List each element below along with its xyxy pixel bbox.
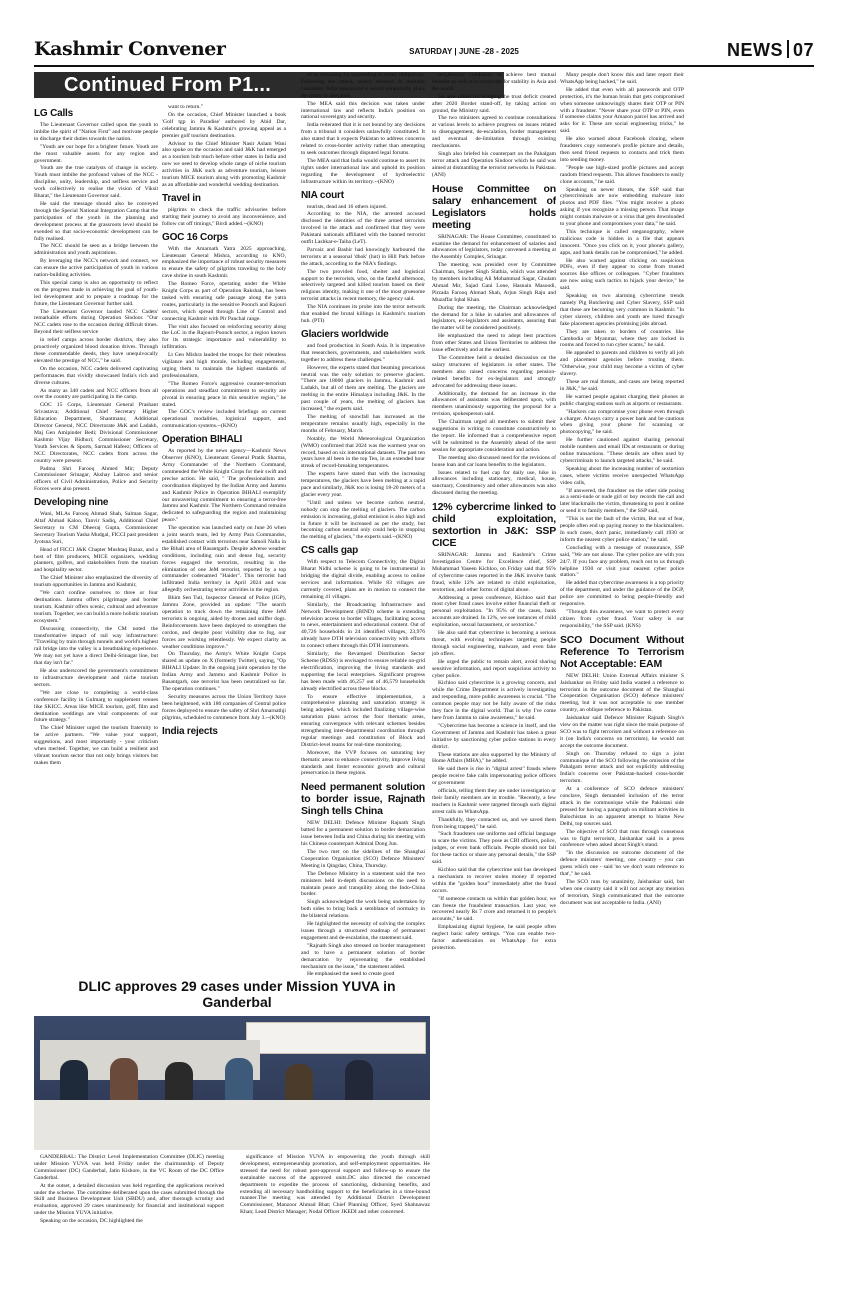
paragraph: "Cybercrime has become a science in itself, and the Government of Jammu and Kashmir has taken a great initiative by sanctioning cyber police stations in every district. [432, 722, 556, 750]
paragraph: Similarly, the Broadcasting Infrastructure and Network Development (BIND) scheme is extending television access to border villages, facilitating access to news, entertainment and educational content. Out of 40,726 households in 24 identified villages, 23,976 already have DTH television connectivity with efforts to connect others through this DTH instruments. [301, 601, 425, 650]
paragraph: These are real threats, and cases are being reported in J&K," he said. [560, 378, 684, 392]
paragraph: The meeting was presided over by Committee Chairman, Surjeet Singh Slathia, which was attended by members including Ali Mohammad Sagar, Ghulam Ahmad Mir, Sajad Gani Lone, Hasnain Masoodi, Pirzada Farooq Ahmad Shah, Arjun Singh Raju and Muzaffar Iqbal Khan. [432, 262, 556, 303]
masthead-rule [34, 65, 814, 67]
paragraph: SRINAGAR: Jammu and Kashmir's Crime Investigation Centre for Excellence chief, SSP Muhammad Yaseen Kichloo, on Friday said that 95% of cybercrime cases reported in the J&K involve bank fraud, while 12% are related to child exploitation, sextortion, and other forms of digital abuse. [432, 552, 556, 593]
paragraph: "The Romeo Force's aggressive counter-terrorism operations and steadfast commitment to security are pivotal in ensuring peace in this sensitive region," he stated. [162, 380, 286, 408]
paragraph: of its reasoning for suspending its treaty obligations. Following the attack, which resulted in multiple casualties, India announced it would temporarily place the treaty in abeyance. [301, 72, 425, 99]
paragraph: The MEA said this decision was taken under international law and reflects India's position on national sovereignty and security. [301, 100, 425, 121]
paragraph: SRINAGAR: The House Committee, constituted to examine the demand for enhancement of salaries and allowances of legislators, today convened a meeting at the Assembly Complex, Srinagar. [432, 233, 556, 261]
paragraph: Emphasizing digital hygiene, he said people often neglect basic safety settings. "You can enable two-factor authentication on WhatsApp for extra protection. [432, 924, 556, 951]
section-label [727, 40, 814, 61]
page-number: 07 [792, 40, 814, 60]
column-4 [432, 72, 556, 1261]
paragraph: The NCC should be seen as a bridge between the administration and youth aspirations. [34, 243, 158, 257]
paragraph: He highlighted the necessity of solving the complex issues through a structured roadmap of permanent engagement and de-escalation, the statement said. [301, 921, 425, 941]
paragraph: However, the experts stated that beaming precarious neutral was the only solution to preserve glaciers. "There are 18000 glaciers in Jammu, Kashmir and Ladakh, but all of them are melting. The glaciers are melting in the entire Himalaya including J&K. In the past couple of years, the melting of glaciers has increased," the experts said. [301, 364, 425, 413]
paragraph: The Chief Minister urged the tourism fraternity to be active partners. "We value your support, suggestions, and most importantly - your criticism when merited. Together, we can build a resilient and vibrant tourism sector that not only brings visitors but makes them [34, 725, 158, 766]
paragraph: "In the discussion on outcome document of the defence ministers' meeting, one country - you can guess which one - said 'no we don't want reference to that'," he said. [560, 850, 684, 878]
photo-person [110, 1058, 138, 1104]
headline-india-rejects: India rejects [162, 725, 218, 737]
paragraph: The Committee held a detailed discussion on the salary structures of legislators in other states. The members also raised concerns regarding pension-related benefits for ex-legislators and strongly advocated for addressing these issues. [432, 355, 556, 389]
paragraph: Singh also briefed his counterpart on the Pahalgam terror attack and Operation Sindoor which he said was aimed at dismantling the terrorist networks in Pakistan. (ANI) [432, 150, 556, 178]
paragraph: At a conference of SCO defence ministers' conclave, Singh demanded inclusion of the terror attack in the communique while the Pakistani side pressed for having a paragraph on militant activities in Balochistan in an apparent attempt to blame New Delhi, top sources said. [560, 786, 684, 827]
paragraph: Youth are the true catalysts of change in society. Youth must imbibe the profound values of the NCC - discipline, unity, leadership, and selfless service and work collectively to realise the vision of Viksit Bharat," the Lieutenant Governor said. [34, 165, 158, 200]
headline-travel-in: Travel in [162, 192, 201, 204]
paragraph: This technique is called steganography, where malicious code is hidden in a file that appears innocent. "Once you click on it, your phone's gallery, apps, and bank details can be compromised," he added. [560, 228, 684, 256]
paragraph: The Lieutenant Governor called upon the youth to imbibe the spirit of "Nation First" and motivate people to discharge their duties towards the nation. [34, 122, 158, 142]
paragraph: They are taken to borders of countries like Cambodia or Myanmar, where they are locked in rooms and forced to run cyber scams," he said. [560, 328, 684, 349]
paragraph: On the occasion, NCC cadets delivered captivating performances that vividly showcased India's rich and diverse cultures. [34, 365, 158, 386]
paragraph: He said the message should also be conveyed through the Special National Integration Camp that the participation of the youth in the planning and development process at the grassroots level should be exended so that socio-economic development can be fully realised. [34, 200, 158, 242]
paragraph: The objective of SCO that runs through consensus was to fight terrorism, Jaishankar said in a press conference when asked about Singh's stand. [560, 828, 684, 849]
paragraph: Moreover, the VVP focuses on saturating key thematic areas to enhance connectivity, improve living standards and foster economic growth and cultural preservation in these regions. [301, 749, 425, 777]
paragraph: With the Amarnath Yatra 2025 approaching, Lieutenant General Mishra, according to KNO, emphasized the importance of robust security measures to ensure the safety of pilgrims traveling to the holy cave shrine in south Kashmir. [162, 245, 286, 280]
paragraph: He also underscored the government's commitment to infrastructure development and niche tourism sectors. [34, 668, 158, 688]
paragraph: Issues related to fuel cap for daily use, hike in allowances including stationary, medical, house, sanctuary, Constituency and other allowances was also discussed during the meeting. [432, 469, 556, 497]
paragraph: Additionally, the demand for an increase in the allowances of assistants was deliberated upon, with members unanimously supporting the proposal for a revision, spokesperson said. [432, 390, 556, 418]
paragraph: The visit also focused on reinforcing security along the LoC in the Rajouri-Poonch sector, a region known for its strategic importance and vulnerability to infiltration. [162, 323, 286, 351]
paragraph: "Until and unless we become carbon neutral, nobody can stop the melting of glaciers. The carbon emission is increasing, global emission is also high and in future it will be increased as per the study, but becoming carbon neutral only could help in stopping the melting of glaciers," the experts said.--(KNO) [301, 499, 425, 541]
paragraph: significance of Mission YUVA in empowering the youth through skill development, entrepreneurship promotion, and self-employment opportunities. He stressed the need for robust post-approval support and follow-up to ensure the sustainable success of the approved units.DC also directed the concerned departments to expedite the process of sanctioning, disbursing benefits, and extending all necessary handholding support to the beneficiaries in a time-bound manner.The meeting was attended by Additional District Development Commissioner, Manzoor Ahmad Bhat; Chief Planning Officer, Syed Shahnawaz Khan; Lead District Manager; Nodal Officer JKEDI and other concerned. [240, 1154, 430, 1216]
paragraph: He further cautioned against sharing personal mobile numbers and email IDs at restaurants or during online transactions. "These details are often used by cybercriminals to launch targeted attacks," he said. [560, 437, 684, 464]
column-1 [34, 104, 158, 962]
paragraph: tourists, dead and 16 others injured. [307, 203, 388, 210]
headline-cybercrime: 12% cybercrime linked to child exploitation, sextortion in J&K: SSP CICE [432, 501, 556, 550]
paragraph: "If someone contacts us within that golden hour, we can freeze the fraudulent transaction. Last year, we recovered nearly Rs 7 crore and returned it to people's accounts," he said. [432, 895, 556, 923]
headline-dlic: DLIC approves 29 cases under Mission YUVA in Ganderbal [78, 978, 396, 1010]
paragraph: The Chairman urged all members to submit their suggestions in writing to constitute constructively to the report. He informed that a comprehensive report will be submitted to the Assembly ahead of the next session for appropriate consideration and action. [432, 419, 556, 453]
paragraph: According to the NIA, the arrested accused disclosed the identities of the three armed terrorists involved in the attack and confirmed that they were Pakistani nationals affiliated with the banned terrorist outfit Lashkar-e-Taiba (LeT). [301, 211, 425, 246]
headline-operation-bihali: Operation BIHALI [162, 434, 243, 446]
paragraph: Head of FICCI J&K Chapter Mushtaq Bazaz, and a host of film producers, MICE organizers, wedding planners, golfers, and stakeholders from the tourism and hospitality sector. [34, 546, 158, 574]
paragraph: The GOC's review included briefings on current operational modalities, logistical support, and communication systems.--(KNO) [162, 409, 286, 430]
paragraph: Wani, MLAs Farooq Ahmad Shah, Salman Sagar, Altaf Ahmad Kaloo, Tanvir Sadiq, Additional Chief Secretary to CM Dheeraj Gupta, Commissioner Secretary Tourism Yasha Mudgal, FICCI past president Jyotsna Suri, [34, 511, 158, 545]
section-divider [787, 40, 789, 58]
paragraph: With respect to Telecom Connectivity, the Digital Bharat Nidhi scheme is going to be instrumental in bridging the digital divide, enabling access to online services and information. While 83 villages are currently covered, plans are in motion to connect the remaining 41 villages. [301, 559, 425, 600]
paragraph: He warned people against charging their phones at public charging stations such as airports or restaurants. [560, 393, 684, 407]
paragraph: As reported by the news agency—Kashmir News Observer (KNO), Lieutenant General Pratik Sharma, Army Commander of the Northern Command, commended the White Knight Corps for their swift and precise action. He said, " The professionalism and coordination displayed by the Indian Army and Jammu and Kashmir Police in Operation BIHALI exemplify our unwavering commitment to ensuring a terror-free Jammu and Kashmir. The Northern Command remains dedicated to safeguarding the region and maintaining peace." [162, 448, 286, 524]
paragraph: The operation was launched early on June 26 when a joint search team, led by Army Para Commandos, established contact with terrorists near Samoli Nalla in the Bihali area of Basantgarh. Despite adverse weather conditions, including rain and dense fog, security forces engaged the terrorists, resulting in the elimination of one JeM terrorist, reported by a top commander codenamed "Haider". This terrorist had infiltrated India territory in April 2024 and was allegedly orchestrating terror activities in the region. [162, 525, 286, 594]
dlic-column-2 [240, 1154, 430, 1217]
paragraph: "Hackers can compromise your phone even through a charger. Always carry a power bank and be cautious when giving your phone for scanning or photocopying," he said. [560, 408, 684, 436]
paragraph: Lt Gen Mishra lauded the troops for their relentless vigilance and high morale, including engagements, urging them to maintain the highest standards of professionalism, [162, 352, 286, 379]
paragraph: GANDERBAL: The District Level Implementation Committee (DLIC) meeting under Mission YUVA was held Friday under the chairmanship of Deputy Commissioner (DC) Ganderbal, Jatin Kishore, in the VC Room of the DC Office Ganderbal. [34, 1154, 224, 1181]
paragraph: "We are close to completing a world-class conference facility in Gulmarg to supplement venues like SKICC. Areas like MICE tourism, golf, film and destination weddings are vital components of our future strategy." [34, 689, 158, 724]
paragraph: These stations are also supported by the Ministry of Home Affairs (MHA)," he added. [432, 751, 556, 765]
paragraph: Speaking on two alarming cybercrime trends namely Pig Butchering and Cyber Slavery, SSP said that these are becoming very common in Kashmir. "In cyber slavery, children and youth are lured through fake placement agencies promising jobs abroad. [560, 293, 684, 327]
paragraph: The MEA said that India would continue to assert its rights under international law and uphold its position regarding the development of hydroelectric infrastructure within its territory.--(KNO) [301, 157, 425, 185]
paragraph: Notably, the World Meteorological Organization (WMO) confirmed that 2024 was the warmest year on record, based on six international datasets. The past ten years have all been in the top Ten, in an extended hour streak of record-breaking temperatures. [301, 435, 425, 470]
paragraph: Addressing a press conference, Kichloo said that most cyber fraud cases involve either financial theft or personal exploitation. "In 95% of the cases, bank accounts are drained. In 12%, we see instances of child exploitation, sexual harassment, or sextortion." [432, 594, 556, 629]
paragraph: Singh on Thursday refused to sign a joint communique of the SCO following the omission of the Pahalgam terror attack and not explicitly addressing India's concerns over Pakistan-backed cross-border terrorism. [560, 750, 684, 785]
paragraph: The Defence Ministry in a statement said the two ministers held in-depth discussions on the need to maintain peace and tranquility along the Indo-China border. [301, 870, 425, 898]
paragraph: Singh acknowledged the work being undertaken by both sides to bring back a semblance of normalcy in the bilateral relations. [301, 899, 425, 920]
paragraph: The melting of snowfall has increased as the temperature remains usually high, especially in the months of February, March. [301, 413, 425, 434]
paragraph: "People use high-sized profile pictures and accept random friend requests. This allows fraudsters to easily clone accounts," he said. [560, 164, 684, 185]
paragraph: He said there is rise in "digital arrest" frauds where people receive fake calls impersonating police officers or government [432, 766, 556, 787]
paragraph: He added that cybercrime awareness is a top priority of the department, and under the guidance of the DGP, police are committed to being people-friendly and responsive. [560, 580, 684, 608]
headline-rajnath-singh: Need permanent solution to border issue, Rajnath Singh tells China [301, 781, 425, 818]
masthead [34, 38, 814, 64]
paragraph: On Thursday, the Army's White Knight Corps shared an update on X (formerly Twitter), saying, "Op BIHALI Update: In the ongoing joint operation by the Indian Army and Jammu and Kashmir Police in Basantgarh, one terrorist has been neutralized so far. The operation continues." [162, 651, 286, 692]
paragraph: "This is not the fault of the victim, But out of fear, people often end up paying money to the blackmailers. In such cases, don't panic, immediately call 1930 or inform the nearest cyber police station," he said. [560, 516, 684, 543]
section-name: NEWS [726, 40, 783, 60]
headline-developing-nine: Developing nine [34, 497, 109, 509]
paragraph: To ensure effective implementation, a comprehensive planning and saturation strategy is being adopted, which included finalizing village-wise saturation plans across the four thematic areas, ensuring convergence with relevant schemes besides strengthening inter-departmental coordination through regular meetings and constitution of Block and District-level teams for real-time monitoring. [301, 693, 425, 748]
photo-backdrop-banner [246, 1022, 426, 1054]
paragraph: He urged the public to remain alert, avoid sharing sensitive information, and report suspicious activity to cyber police. [432, 658, 556, 679]
headline-house-committee: House Committee on salary enhancement of Legislators holds meeting [432, 182, 556, 231]
paragraph: This special camp is also an opportunity to reflect on the progress made in achieving the goal of youth-led development and to prepare a roadmap for the future, the Lieutenant Governor further said. [34, 279, 158, 307]
paragraph: want to return." [168, 104, 204, 110]
paragraph: pilgrims to check the traffic advisories before starting their journey to avoid any inconvenience, and follow cut off timings," Birdi added.--(KNO) [162, 206, 286, 227]
paragraph: NEW DELHI: Defence Minister Rajnath Singh batted for a permanent solution to border demarcation issue between India and China during his meeting with his Chinese counterpart Admiral Dong Jun. [301, 820, 425, 848]
paragraph: "We can't confine ourselves to three or four destinations. Jammu offers pilgrimage and border tourism. Kashmir offers scenic, cultural and adventure tourism. Together, we can build a more holistic tourism ecosystem." [34, 590, 158, 624]
paragraph: He also warned about Facebook cloning, where fraudsters copy someone's profile picture and details, then send friend requests to contacts and trick them into sending money. [560, 136, 684, 163]
paragraph: He emphasised the need to create good [307, 971, 395, 978]
paragraph: The two met on the sidelines of the Shanghai Cooperation Organisation (SCO) Defence Ministers' Meeting in Qingdao, China, Thursday. [301, 849, 425, 869]
paragraph: The meeting also discussed need for the revisions of house loan and car loans benefits to the legislators. [432, 454, 556, 468]
photo-person [225, 1058, 253, 1104]
paragraph: On the occasion, Chief Minister launched a book 'Golf tgp in Paradise' authored by Abid Dar, celebrating Jammu & Kashmir's growing appeal as a premier golf tourism destination. [162, 111, 286, 139]
headline-goc-16-corps: GOC 16 Corps [162, 231, 228, 243]
paragraph: Parvaiz and Bashir had knowingly harboured the terrorists at a seasonal 'dhok' (hut) in Hill Park before the attack, according to the NIA's findings. [301, 246, 425, 267]
paragraph: in relief camps across border districts, they also proactively organized blood donation drives. Through these commendable deeds, they have unequivocally elevated the prestige of NCC," he said. [34, 337, 158, 364]
headline-glaciers-worldwide: Glaciers worldwide [301, 328, 389, 340]
paragraph: Kichloo said that the cybercrime unit has developed a mechanism to recover stolen money if reported within the "golden hour" immediately after the fraud occurs. [432, 867, 556, 894]
headline-cs-calls-gap: CS calls gap [301, 545, 359, 557]
issue-date: SATURDAY | JUNE -28 - 2025 [409, 47, 519, 56]
newspaper-title: Kashmir Convener [34, 38, 226, 60]
paragraph: neighbourly conditions to achieve best mutual benefits as well as to cooperate for stability in Asia and the world. [432, 72, 556, 92]
column-2 [162, 104, 286, 962]
paragraph: The Lieutenant Governor lauded NCC Cadets' remarkable efforts during Operation Sindoor. "Our NCC cadets rose to the occasion during difficult times. Beyond their selfless service [34, 308, 158, 336]
paragraph: He also called for bridging the trust deficit created after 2020 Border stand-off, by taking action on ground, the Ministry said. [432, 93, 556, 114]
paragraph: officials, telling them they are under investigation or their family members are in trouble. "Recently, a few teachers in Kashmir were targeted through such digital arrest calls on WhatsApp. [432, 788, 556, 815]
paragraph: Kichloo said cybercrime is a growing concern, and while the Crime Department is actively investigating and responding, more public awareness is crucial. "The common people may not be fully aware of the risks they face in the digital world. That is why I've come here from Jammu to raise awareness," he said. [432, 680, 556, 721]
paragraph: The two ministers agreed to continue consultations at various levels to achieve progress on issues related to disengagement, de-escalation, border management and eventual de-limitation through existing mechanisms. [432, 115, 556, 150]
paragraph: The Chief Minister also emphasized the diversity of tourism opportunities in Jammu and Kashmir, [34, 575, 158, 589]
paragraph: The experts have stated that with the increasing temperatures, the glaciers have been melting at a rapid pace and similarly, J&K too is losing 18-20 meters of a glacier every year. [301, 471, 425, 498]
headline-sco-document: SCO Document Without Reference To Terrorism Not Acceptable: EAM [560, 633, 684, 670]
paragraph: Speaking on the occasion, DC highlighted the [40, 1218, 143, 1225]
paragraph: Bhim Sen Tuti, Inspector General of Police (IGP), Jammu Zone, provided an update: "The search operation to track down the remaining three JeM terrorists is ongoing, aided by drones and sniffer dogs. Reinforcements have been deployed to strengthen the cordon, and despite poor visibility due to fog, our forces are working relentlessly. We expect clarity as weather conditions improve." [162, 595, 286, 650]
paragraph: "Rajnath Singh also stressed on border management and to have a permanent solution of border demarcation by rejuvenating the established mechanism on the issue," the statement added. [301, 942, 425, 970]
paragraph: "Youth are our hope for a brighter future. Youth are the most valuable assets for any region and government. [34, 143, 158, 164]
paragraph: Advisor to the Chief Minister Nasir Aslam Wani also spoke on the occasion and said J&K had emerged as a tourism hub much before other states in India and now we need to develop whole range of niche tourism activities in J&K such as adventure tourism, leisure tourism MICE tourism along with promoting Kashmir as an affordable and wonderful wedding destination. [162, 140, 286, 188]
paragraph: Many people don't know this and later report their WhatsApp being hacked," he said. [560, 72, 684, 85]
headline-lg-calls: LG Calls [34, 108, 73, 119]
paragraph: He added that even with all passwords and OTP protection, it's the human brain that gets compromised when someone unknowingly shares their OTP or PIN with a fraudster. "Never share your OTP or PIN, even if someone claims your Amazon parcel has arrived and asks for it. These are social engineering tricks," he said. [560, 86, 684, 135]
paragraph: By leveraging the NCC's network and connect, we can ensure the active participation of youth in various nation-building activities. [34, 258, 158, 279]
paragraph: As many as 340 cadets and NCC officers from all over the country are participating in the camp. [34, 387, 158, 401]
dlic-column-1 [34, 1154, 224, 1226]
paragraph: and food production in South Asia. It is imperative that researchers, governments, and stakeholders work together to address these challenges." [301, 342, 425, 363]
paragraph: "If answered, the fraudster on the other side posing as a semi-nude or nude girl or boy records the call and later blackmails the victim, threatening to post it online or send it to family members," the SSP said, [560, 487, 684, 515]
paragraph: GOC 15 Corps, Lieutenant General Prashant Srivastava; Additional Chief Secretary Higher Education Department, Shantmanu; Additional Director General, NCC Directorate J&K and Ladakh, Maj Gen Amipinder Bedi; Divisional Commissioner Kashmir Vijay Bidhuri; Commissioner Secretary, Youth Services & Sports, Sarmad Hafeez; Officers of NCC Directorates, NCC cadets from across the country were present. [34, 402, 158, 464]
paragraph: NEW DELHI: Union External Affairs minister S Jaishankar on Friday said India wanted a reference to terrorism in the outcome document of the Shanghai Cooperation Organisation (SCO) defence ministers' meeting, but it was not acceptable to one member country, an oblique reference to Pakistan. [560, 672, 684, 714]
paragraph: Thankfully, they contacted us, and we saved them from being trapped," he said. [432, 816, 556, 830]
photo-conference-table [34, 1100, 430, 1150]
headline-nia-court: NIA court [301, 189, 344, 201]
paragraph: He appealed to parents and children to verify all job and placement agencies before trusting them. "Otherwise, your child may become a victim of cyber slavery. [560, 350, 684, 378]
paragraph: The two provided food, shelter and logistical support to the terrorists, who, on the fateful afternoon, selectively targeted and killed tourists based on their religious identity, making it one of the most gruesome terrorist attacks in recent memory, the agency said. [301, 268, 425, 303]
paragraph: India reiterated that it is not bound by any decisions from a tribunal it considers unlawfully constituted. It also stated that it expects Pakistan to address concerns related to cross-border activity rather than attempting to seek outcomes through disputed legal forums. [301, 122, 425, 156]
paragraph: He also warned against clicking on suspicious PDFs, even if they appear to come from trusted sources like offices or colleagues. "Cyber fraudsters are now using such tactics to hijack your device," he said. [560, 257, 684, 292]
paragraph: Jaishankar said Defence Minister Rajnath Singh's view on the matter was right since the main purpose of SCO was to fight terrorism and without a reference on it (on India's concerns on terrorism), he would not accept the outcome document. [560, 715, 684, 749]
paragraph: Discussing connectivity, the CM noted the transformative impact of rail way infrastructure: "Traveling by train through tunnels and world's highest rail bridge into the valley is a breathtaking experience. We may not yet have a direct Delhi-Srinagar line, but that day isn't far." [34, 625, 158, 667]
paragraph: The NIA continues its probe into the terror network that enabled the brutal killings in Kashmir's tourism hub. (PTI) [301, 304, 425, 324]
paragraph: Similarly, the Revamped Distribution Sector Scheme (RDSS) is envisaged to ensure reliable on-grid electrification, improving the living standards and supporting the local enterprises. Significant progress has been made with 46,257 out of 46,579 households already electrified across these blocks. [301, 651, 425, 692]
continued-banner: Continued From P1... [34, 72, 504, 98]
paragraph: He also said that cybercrime is becoming a serious threat, with evolving techniques targeting people through social engineering, malware, and even fake job offers. [432, 630, 556, 657]
paragraph: He emphasized the need to adopt best practices from other States and Union Territories to address the issue effectively and at the earliest. [432, 333, 556, 354]
paragraph: The SCO runs by unanimity, Jaishankar said, but when one country said it will not accept any mention of terrorism, Singh communicated that the outcome document was not acceptable to India. (ANI) [560, 878, 684, 906]
paragraph: Concluding with a message of reassurance, SSP said, "We are not alone. The cyber police are with you 24/7. If you face any problem, reach out to us through helpline 1930 or visit your nearest cyber police station." [560, 544, 684, 579]
paragraph: Speaking about the increasing number of sextortion cases, where victims receive unexpected WhatsApp video calls, [560, 465, 684, 486]
paragraph: "Through this awareness, we want to protect every citizen from cyber fraud. Your safety is our responsibility," the SSP said. (KNS) [560, 608, 684, 629]
paragraph: Security measures across the Union Territory have been heightened, with 180 companies of Central police forces deployed to ensure the safety of Shri Amarnathji pilgrims, scheduled to commence from July 3.--(KNO) [162, 693, 286, 721]
paragraph: Padma Shri Farooq Ahmed Mir; Deputy Commissioner Srinagar, Akshay Labroo and senior officers of Civil Administration, Police and Security Forces were also present. [34, 465, 158, 493]
column-5 [560, 72, 684, 1261]
paragraph: At the outset, a detailed discussion was held regarding the applications received under the scheme. The committee deliberated upon the cases submitted through the Skill and Business Development Unit (SBDU) and, after thorough scrutiny and evaluation, approved 29 cases unanimously for financial and institutional support under the Mission YUVA initiative. [34, 1182, 224, 1217]
paragraph: "Such fraudsters use uniforms and official language to scare the victims. They pose as CBI officers, police, judges, or even bank officials. People should not fall for these tactics or share any personal details," the SSP said. [432, 831, 556, 866]
paragraph: The Romeo Force, operating under the White Knight Corps as part of Operation Rakshak, has been tasked with ensuring safe passage along the yatra routes, particularly in the sensitive Poonch and Rajouri sectors, which spread through Line of Control and connecting Kashmir with Pir Panchal range. [162, 281, 286, 322]
paragraph: During the meeting, the Chairman acknowledged the demand for a hike in salaries and allowances of legislators, ex-legislators and assistants, assuring that the matter will be considered positively. [432, 304, 556, 332]
paragraph: Speaking on newer threats, the SSP said that cybercriminals are now embedding malware into photos and PDF files. "You might receive a photo asking if you recognize a missing person. That image might contain malware or a virus that gets downloaded to your phone and compromises your data," he said. [560, 186, 684, 228]
